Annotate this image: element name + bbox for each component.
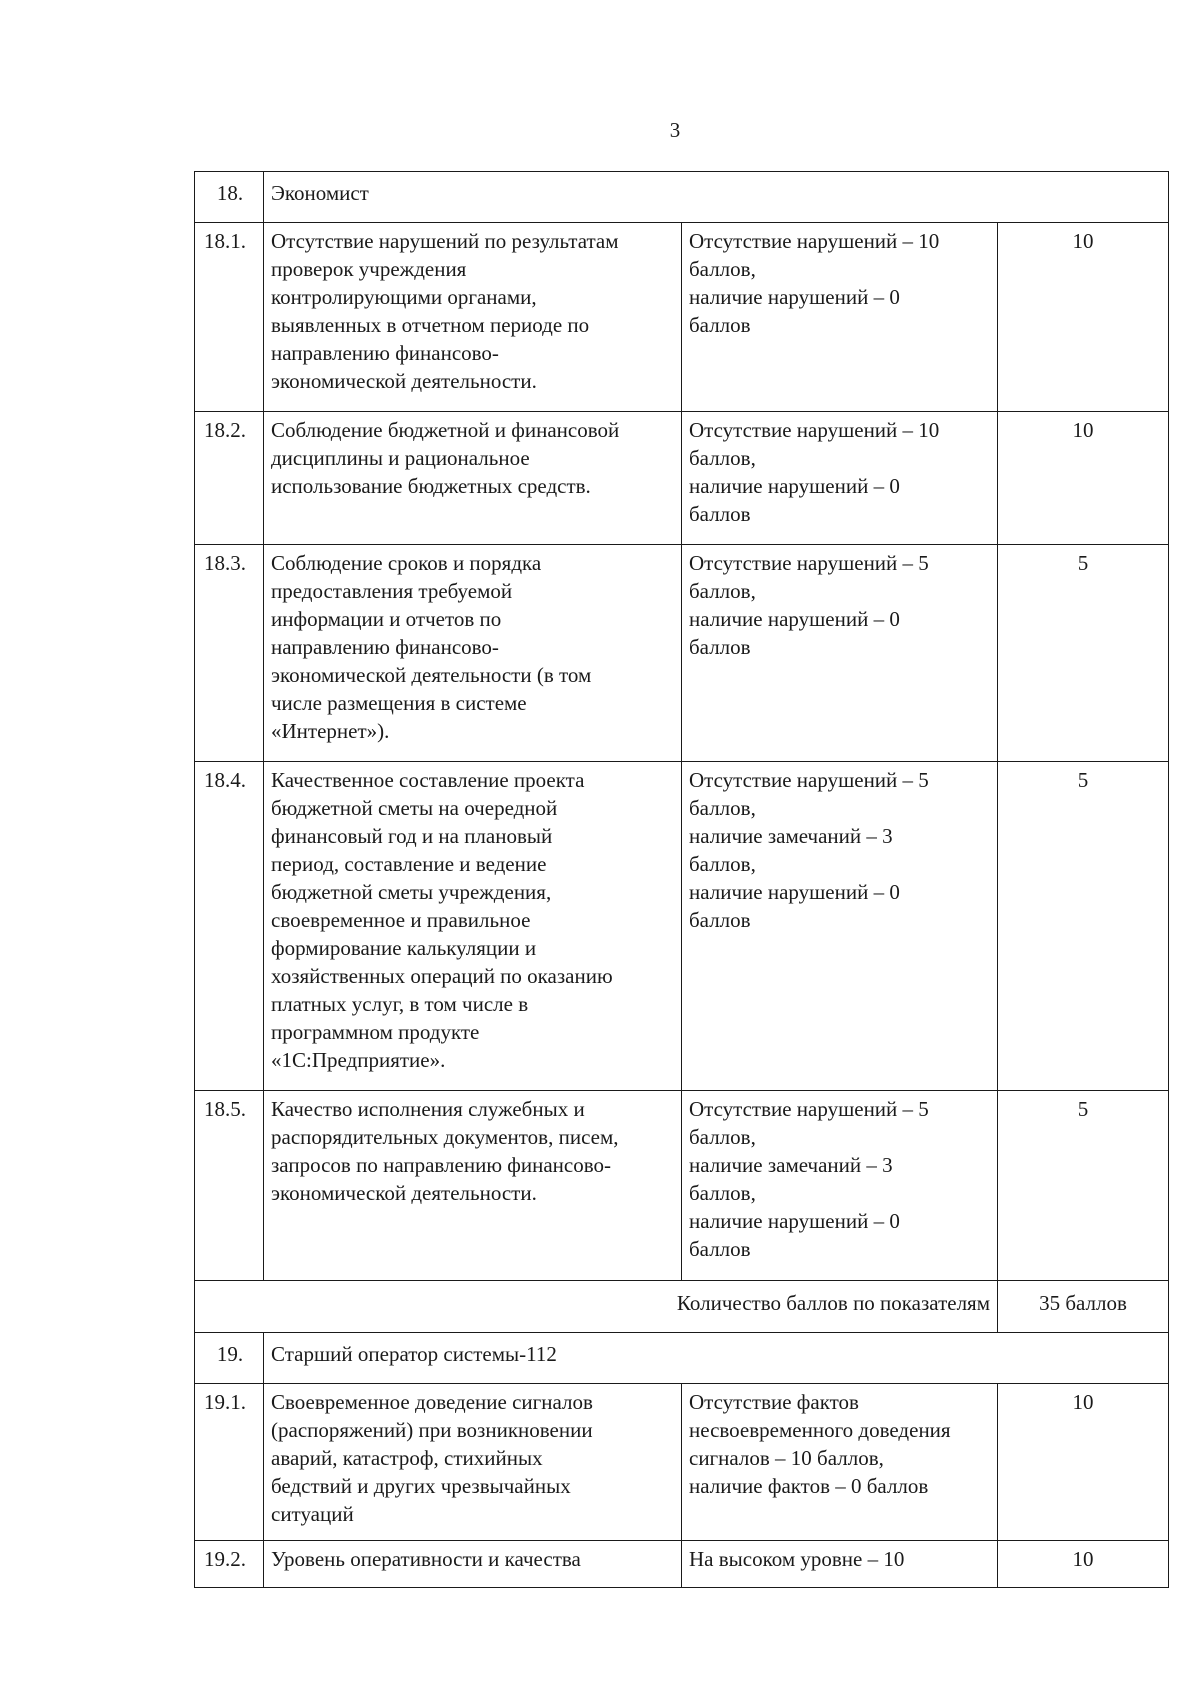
scoring-rule: Отсутствие нарушений – 10 баллов, наличие нарушений – 0 баллов <box>682 412 998 545</box>
max-score: 10 <box>998 1541 1169 1588</box>
criterion-description: Соблюдение сроков и порядка предоставления требуемой информации и отчетов по направлению финансово- экономической деятельности (в том числе размещения в системе «Интернет»). <box>264 545 682 762</box>
max-score: 10 <box>998 223 1169 412</box>
criterion-description: Уровень оперативности и качества <box>264 1541 682 1588</box>
item-number: 19.2. <box>195 1541 264 1588</box>
item-number: 19.1. <box>195 1384 264 1541</box>
criterion-description: Качественное составление проекта бюджетной сметы на очередной финансовый год и на плановый период, составление и ведение бюджетной сметы учреждения, своевременное и правильное формирование калькуляции и хозяйственных операций по оказанию платных услуг, в том числе в программном продукте «1С:Предприятие». <box>264 762 682 1091</box>
max-score: 10 <box>998 1384 1169 1541</box>
max-score: 5 <box>998 762 1169 1091</box>
item-number: 18.4. <box>195 762 264 1091</box>
section-number: 18. <box>195 172 264 223</box>
total-value: 35 баллов <box>998 1281 1169 1333</box>
table-row <box>195 1541 1169 1588</box>
table-row <box>195 1384 1169 1541</box>
section-number: 19. <box>195 1333 264 1384</box>
scoring-rule: На высоком уровне – 10 <box>682 1541 998 1588</box>
criterion-description: Качество исполнения служебных и распорядительных документов, писем, запросов по направлению финансово- экономической деятельности. <box>264 1091 682 1281</box>
table-row <box>195 1091 1169 1281</box>
item-number: 18.1. <box>195 223 264 412</box>
section-title: Экономист <box>264 172 1169 223</box>
criterion-description: Своевременное доведение сигналов (распоряжений) при возникновении аварий, катастроф, стихийных бедствий и других чрезвычайных ситуаций <box>264 1384 682 1541</box>
table-row <box>195 545 1169 762</box>
item-number: 18.2. <box>195 412 264 545</box>
scoring-rule: Отсутствие нарушений – 5 баллов, наличие нарушений – 0 баллов <box>682 545 998 762</box>
table-row <box>195 412 1169 545</box>
scoring-rule: Отсутствие нарушений – 5 баллов, наличие замечаний – 3 баллов, наличие нарушений – 0 баллов <box>682 762 998 1091</box>
table-row <box>195 762 1169 1091</box>
item-number: 18.3. <box>195 545 264 762</box>
page-number: 3 <box>669 118 681 142</box>
max-score: 5 <box>998 545 1169 762</box>
scoring-rule: Отсутствие фактов несвоевременного доведения сигналов – 10 баллов, наличие фактов – 0 баллов <box>682 1384 998 1541</box>
scoring-rule: Отсутствие нарушений – 10 баллов, наличие нарушений – 0 баллов <box>682 223 998 412</box>
criteria-table <box>194 171 1169 1588</box>
total-row <box>195 1281 1169 1333</box>
criterion-description: Соблюдение бюджетной и финансовой дисциплины и рациональное использование бюджетных средств. <box>264 412 682 545</box>
max-score: 10 <box>998 412 1169 545</box>
item-number: 18.5. <box>195 1091 264 1281</box>
section-title: Старший оператор системы-112 <box>264 1333 1169 1384</box>
section-row-18 <box>195 172 1169 223</box>
scoring-rule: Отсутствие нарушений – 5 баллов, наличие замечаний – 3 баллов, наличие нарушений – 0 баллов <box>682 1091 998 1281</box>
max-score: 5 <box>998 1091 1169 1281</box>
table-row <box>195 223 1169 412</box>
total-label: Количество баллов по показателям <box>195 1281 998 1333</box>
section-row-19 <box>195 1333 1169 1384</box>
criterion-description: Отсутствие нарушений по результатам проверок учреждения контролирующими органами, выявленных в отчетном периоде по направлению финансово- экономической деятельности. <box>264 223 682 412</box>
